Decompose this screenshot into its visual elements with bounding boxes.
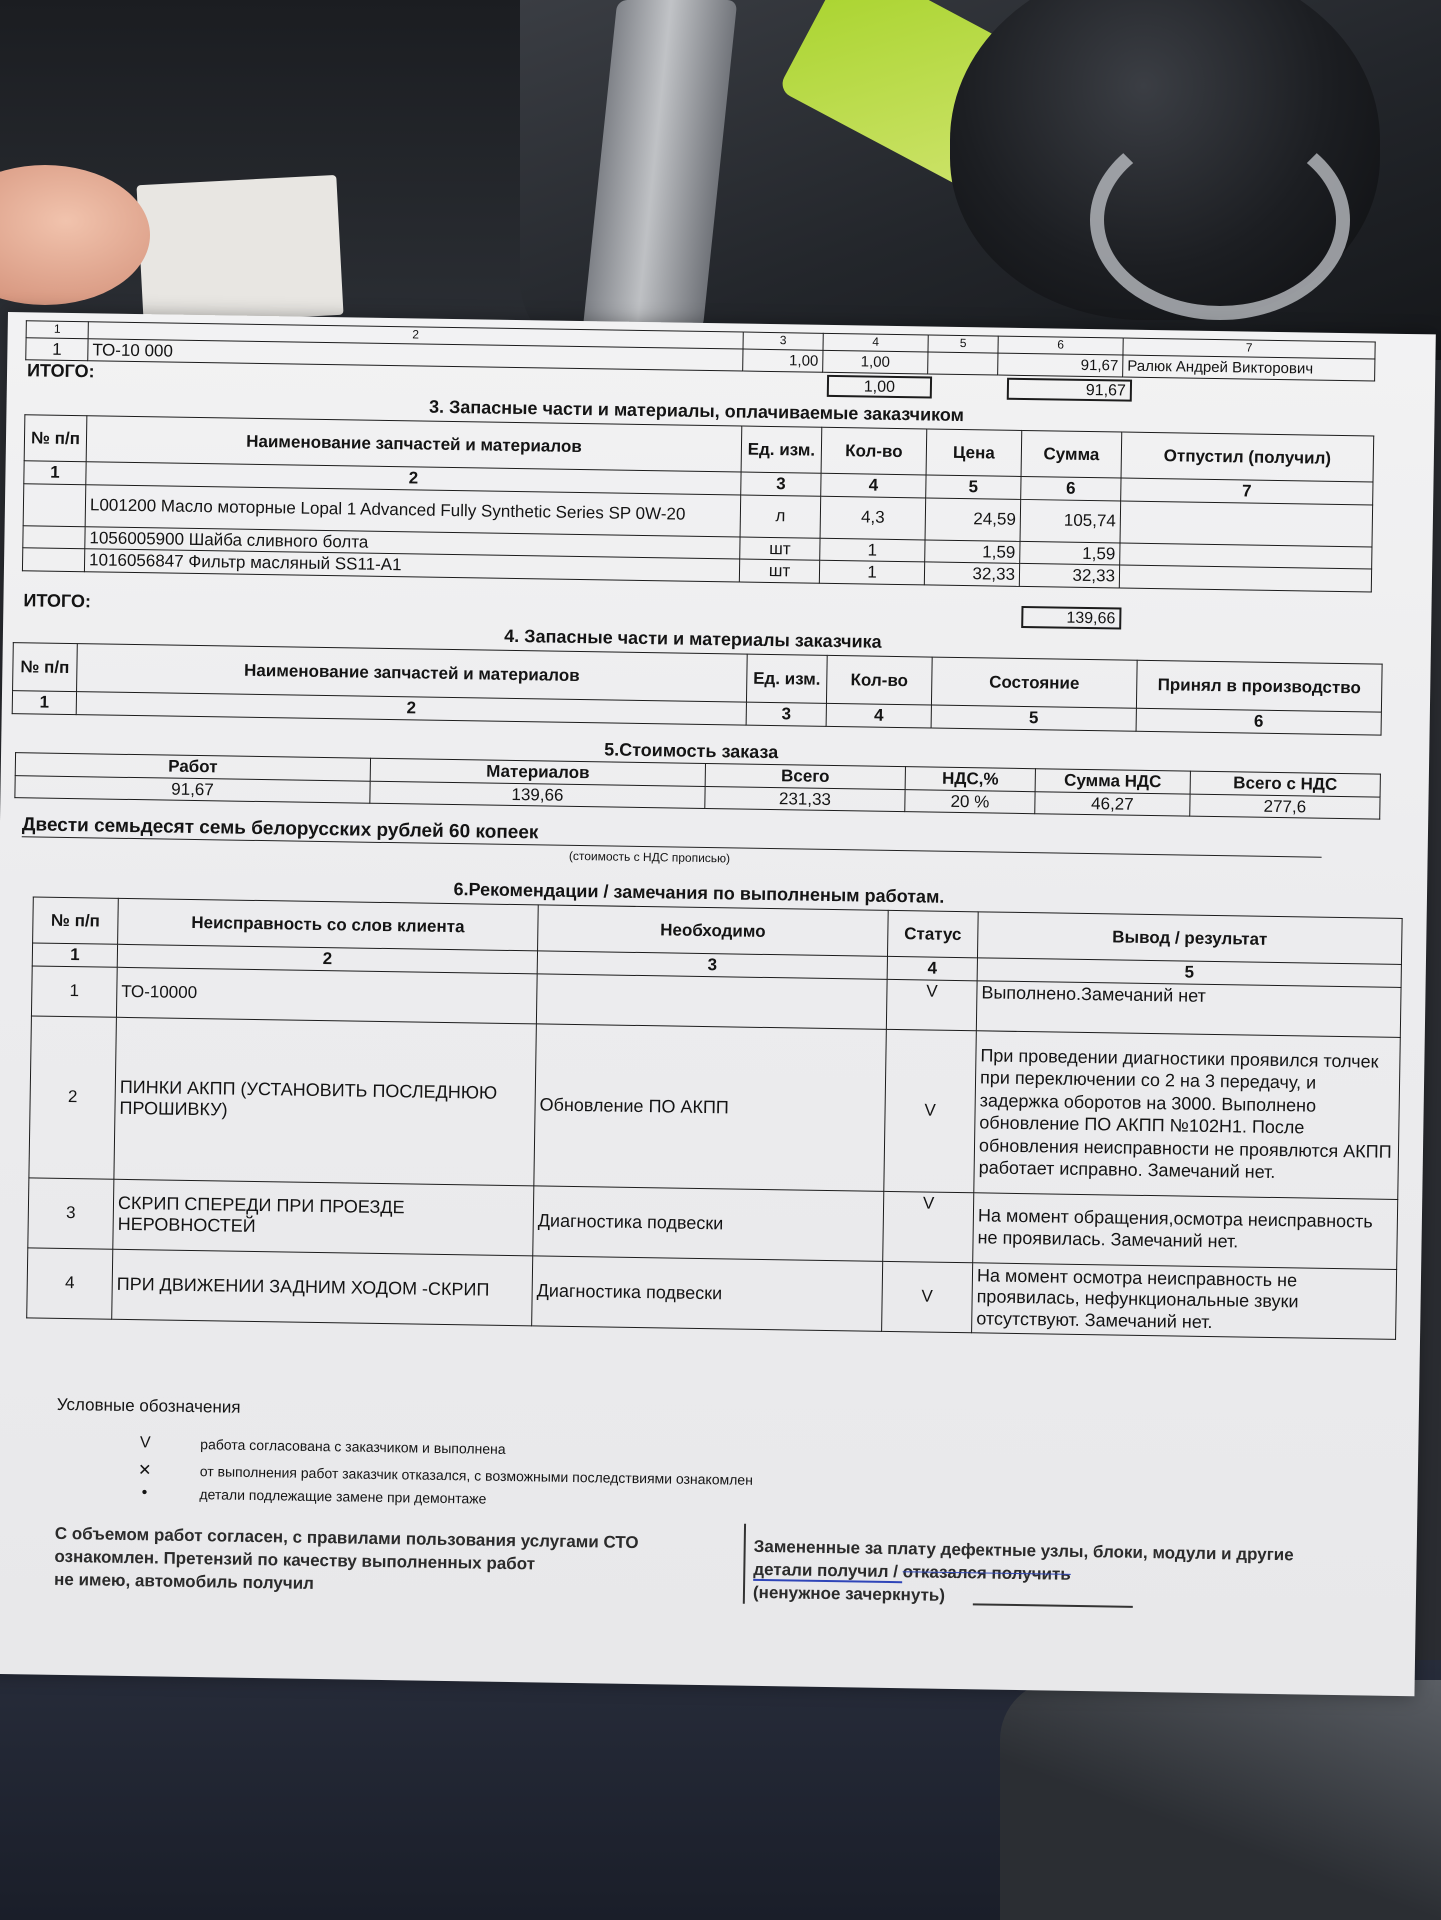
itogo-sum: 139,66	[1021, 606, 1121, 630]
rec-needed: Диагностика подвески	[533, 1185, 884, 1260]
recommendations-table	[26, 896, 1402, 1339]
col-num: 4	[887, 956, 977, 980]
th-qty: Кол-во	[821, 427, 927, 475]
rec-status: V	[883, 1191, 974, 1262]
parts-paid-table	[22, 414, 1374, 592]
itogo-label: ИТОГО:	[26, 360, 95, 382]
console-bottom	[1000, 1680, 1441, 1920]
legend-title: Условные обозначения	[56, 1394, 241, 1417]
th-condition: Состояние	[931, 657, 1137, 708]
th-unit: Ед. изм.	[746, 654, 827, 703]
total-with-vat: 277,6	[1190, 794, 1380, 820]
col-num: 3	[537, 951, 887, 979]
col-num: 4	[823, 333, 928, 351]
part-unit: л	[740, 495, 821, 538]
cost-works: 91,67	[15, 775, 370, 803]
rec-needed	[536, 973, 887, 1028]
col-num: 1	[12, 691, 76, 715]
itogo-qty: 1,00	[827, 375, 932, 399]
master-name: Ралюк Андрей Викторович	[1123, 355, 1375, 382]
cost-materials: 139,66	[370, 781, 705, 809]
part-qty: 4,3	[820, 496, 926, 540]
itogo-sum: 91,67	[1007, 378, 1132, 402]
row-num: 1	[26, 338, 88, 362]
col-num: 5	[977, 958, 1401, 987]
rec-num: 4	[27, 1247, 113, 1318]
th-qty: Кол-во	[826, 655, 932, 705]
rec-result: Выполнено.Замечаний нет	[976, 980, 1401, 1037]
col-num: 2	[88, 322, 743, 349]
legend-text: работа согласована с заказчиком и выполнена	[200, 1436, 506, 1457]
works-table	[25, 320, 1375, 382]
check-icon: V	[139, 1434, 151, 1452]
th-materials: Материалов	[370, 758, 705, 786]
returned-parts-text	[753, 1536, 1294, 1613]
shifter-ring	[1090, 120, 1350, 320]
th-num: № п/п	[13, 643, 78, 692]
col-num: 1	[26, 321, 88, 339]
col-num: 5	[928, 335, 998, 353]
col-num: 2	[117, 944, 537, 973]
rec-needed: Обновление ПО АКПП	[534, 1023, 887, 1190]
rec-result: На момент обращения,осмотра неисправность не проявилась. Замечаний нет.	[973, 1192, 1398, 1269]
th-num: № п/п	[24, 415, 87, 462]
part-sum: 1,59	[1020, 541, 1120, 565]
col-num: 2	[76, 692, 746, 725]
col-num: 4	[826, 703, 931, 727]
consent-line: ознакомлен. Претензий по качеству выполненных работ	[54, 1546, 536, 1574]
work-c4: 1,00	[823, 350, 928, 374]
consent-line: С объемом работ согласен, с правилами пользования услугами СТО	[54, 1523, 639, 1553]
part-price: 24,59	[925, 497, 1021, 540]
rec-complaint: ПРИ ДВИЖЕНИИ ЗАДНИМ ХОДОМ -СКРИП	[112, 1249, 533, 1326]
rec-num: 2	[29, 1016, 117, 1179]
itogo-label: ИТОГО:	[23, 590, 92, 612]
legend-text: от выполнения работ заказчик отказался, с возможными последствиями ознакомлен	[199, 1463, 754, 1488]
divider	[743, 1524, 746, 1604]
amount-in-words-note: (стоимость с НДС прописью)	[568, 848, 731, 866]
work-c3: 1,00	[743, 349, 823, 373]
rec-num: 3	[28, 1177, 114, 1248]
th-total-vat: Всего с НДС	[1190, 771, 1380, 797]
table-row	[29, 1016, 1400, 1199]
service-document	[0, 312, 1436, 1696]
part-unit: шт	[740, 537, 820, 561]
part-unit: шт	[739, 559, 819, 583]
th-needed: Необходимо	[538, 905, 889, 956]
col-num: 6	[1021, 476, 1121, 500]
part-name: 1016056847 Фильтр масляный SS11-A1	[84, 549, 739, 582]
col-num: 4	[821, 473, 926, 497]
rec-needed: Диагностика подвески	[532, 1255, 883, 1330]
part-sum: 32,33	[1019, 564, 1119, 588]
part-price: 1,59	[925, 539, 1020, 563]
rec-result: На момент осмотра неисправность не проявилась, нефункциональные звуки отсутствуют. Замечаний нет.	[972, 1262, 1397, 1339]
th-vat-rate: НДС,%	[905, 767, 1035, 792]
received-option: детали получил /	[753, 1559, 903, 1582]
part-price: 32,33	[924, 562, 1019, 586]
rec-complaint: СКРИП СПЕРЕДИ ПРИ ПРОЕЗДЕ НЕРОВНОСТЕЙ	[113, 1179, 534, 1256]
col-num: 2	[86, 462, 741, 495]
paper-receipt	[136, 175, 343, 325]
col-num: 7	[1121, 478, 1373, 505]
rec-complaint: ТО-10000	[116, 967, 537, 1024]
th-name: Наименование запчастей и материалов	[77, 644, 748, 703]
col-num: 5	[931, 705, 1136, 731]
vat-rate: 20 %	[905, 789, 1035, 814]
col-num: 1	[24, 461, 86, 485]
col-num: 3	[746, 702, 826, 726]
col-num: 3	[741, 472, 821, 496]
col-num: 6	[998, 336, 1123, 355]
work-sum: 91,67	[998, 353, 1123, 378]
th-accepted: Принял в производство	[1136, 660, 1382, 712]
col-num: 7	[1123, 338, 1375, 359]
part-name: L001200 Масло моторные Lopal 1 Advanced Fully Synthetic Series SP 0W-20	[85, 484, 741, 536]
part-sum: 105,74	[1020, 499, 1121, 543]
rec-status: V	[886, 979, 977, 1030]
part-qty: 1	[819, 560, 924, 584]
rec-status: V	[884, 1029, 977, 1192]
section-title: 6.Рекомендации / замечания по выполненым работам.	[453, 879, 945, 907]
th-complaint: Неисправность со слов клиента	[118, 898, 539, 951]
part-name: 1056005900 Шайба сливного болта	[85, 526, 740, 559]
col-num: 6	[1136, 708, 1381, 734]
vat-sum: 46,27	[1035, 791, 1190, 816]
cross-icon: ✕	[137, 1462, 152, 1480]
rec-complaint: ПИНКИ АКПП (УСТАНОВИТЬ ПОСЛЕДНЮЮ ПРОШИВКУ)	[114, 1017, 536, 1186]
th-works: Работ	[15, 753, 370, 781]
rec-num: 1	[31, 966, 117, 1017]
section-title: 4. Запасные части и материалы заказчика	[504, 625, 882, 652]
legend-text: детали подлежащие замене при демонтаже	[199, 1486, 487, 1507]
strike-note: (ненужное зачеркнуть)	[752, 1582, 946, 1605]
th-name: Наименование запчастей и материалов	[86, 416, 742, 472]
col-num: 1	[32, 943, 117, 967]
section-title: 3. Запасные части и материалы, оплачиваемые заказчиком	[428, 396, 965, 426]
th-vat-sum: Сумма НДС	[1035, 769, 1190, 794]
th-unit: Ед. изм.	[741, 426, 822, 473]
legend-item	[130, 1434, 506, 1458]
th-total: Всего	[705, 764, 905, 790]
th-num: № п/п	[33, 897, 119, 944]
th-status: Статус	[887, 910, 978, 957]
amount-in-words: Двести семьдесят семь белорусских рублей 60 копеек	[22, 814, 1322, 857]
dot-icon: •	[141, 1484, 148, 1502]
th-issued: Отпустил (получил)	[1121, 432, 1374, 482]
col-num: 5	[926, 475, 1021, 499]
returned-line: Замененные за плату дефектные узлы, блоки, модули и другие	[753, 1536, 1294, 1565]
cost-total: 231,33	[705, 786, 905, 812]
th-sum: Сумма	[1021, 430, 1122, 478]
consent-text	[54, 1523, 639, 1601]
rec-status: V	[882, 1261, 973, 1332]
th-price: Цена	[926, 429, 1022, 476]
refused-option: отказался получить	[902, 1562, 1071, 1584]
col-num: 3	[743, 332, 823, 350]
rec-result: При проведении диагностики проявился толчек при переключении со 2 на 3 передачу, и задержка оборотов на 3000. Выполнено обновление ПО АКПП №102Н1. После обновления неисправности не проявлются АКПП работает исправно. Замечаний нет.	[974, 1030, 1400, 1199]
work-name: ТО-10 000	[88, 339, 743, 372]
part-qty: 1	[820, 538, 925, 562]
section-title: 5.Стоимость заказа	[604, 739, 779, 763]
legend-item	[129, 1484, 486, 1508]
consent-line: не имею, автомобиль получил	[53, 1569, 315, 1593]
th-result: Вывод / результат	[977, 912, 1402, 965]
